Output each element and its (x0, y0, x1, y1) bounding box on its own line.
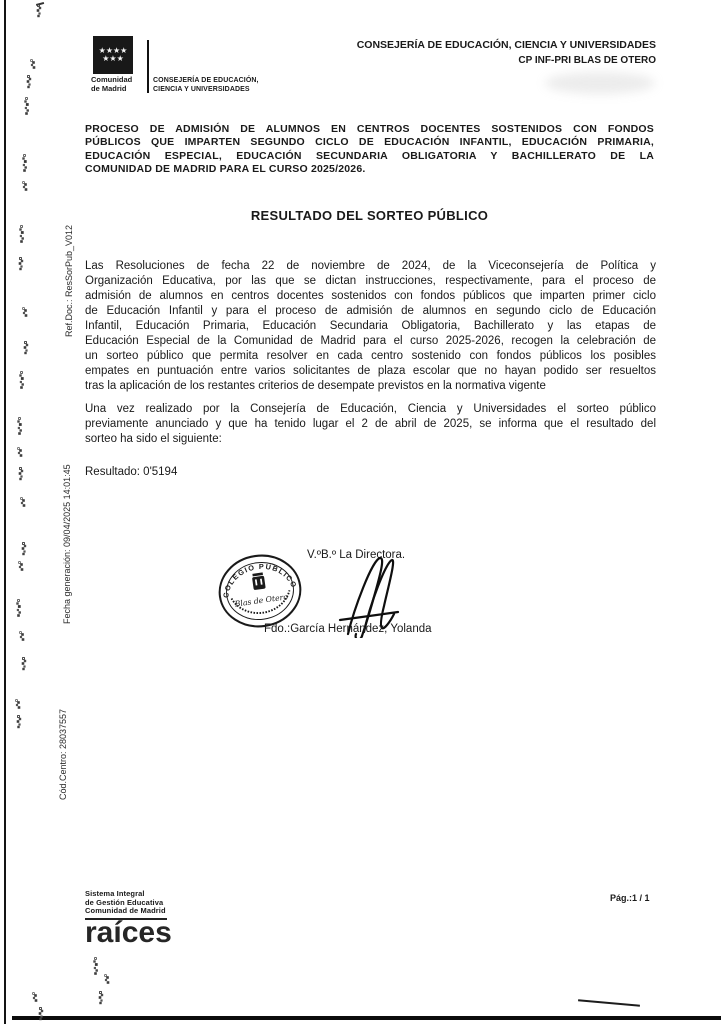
department-title: CONSEJERÍA DE EDUCACIÓN, CIENCIA Y UNIVERSIDADES (356, 39, 656, 51)
raices-logo (85, 890, 172, 948)
scan-artifact (23, 308, 24, 309)
text-line: Organización Educativa, por las que se dictan instrucciones, respectivamente, para el proceso de (85, 275, 656, 287)
document-title: RESULTADO DEL SORTEO PÚBLICO (250, 208, 489, 223)
stamp-arc-text: COLEGIO PUBLICO (221, 561, 299, 599)
system-name-line1: Sistema Integral (85, 889, 145, 898)
margin-ref-doc: Ref.Doc.: ResSorPub_V012 (64, 224, 74, 337)
body-paragraph-2 (85, 402, 656, 447)
intro-paragraph (85, 123, 654, 177)
scan-artifact (23, 658, 24, 659)
scan-artifact (18, 600, 19, 601)
text-line: Una vez realizado por la Consejería de Educación, Ciencia y Universidades el sorteo público (85, 403, 656, 415)
scan-artifact (26, 98, 27, 99)
scan-artifact (28, 76, 29, 77)
stars-row: ★★★★ (98, 46, 128, 55)
text-line: tras la aplicación de los restantes criterios de desempate previstos en la normativa vigente (85, 380, 546, 392)
scan-artifact (21, 498, 22, 499)
scan-artifact (95, 958, 96, 959)
scan-edge-line-left (4, 0, 6, 1024)
text-line: PÚBLICOS QUE IMPARTEN SEGUNDO CICLO DE EDUCACIÓN INFANTIL, EDUCACIÓN PRIMARIA, (85, 136, 654, 149)
scan-artifact (16, 700, 17, 701)
scan-artifact (38, 5, 39, 6)
scan-artifact (100, 992, 101, 993)
stamp-coat-of-arms (252, 572, 266, 590)
scan-artifact (21, 372, 22, 373)
scan-artifact (20, 258, 21, 259)
logo-region-line1: Comunidad (91, 75, 133, 84)
logo-divider (147, 40, 149, 93)
scan-artifact (33, 993, 34, 994)
scan-artifact (40, 1008, 41, 1009)
scan-smudge (545, 72, 655, 94)
scan-artifact (18, 448, 19, 449)
text-line: Infantil, Educación Primaria, Educación Secundaria Obligatoria, Bachillerato y las etapas de (85, 320, 656, 332)
logo-department-line2: CIENCIA Y UNIVERSIDADES (153, 85, 250, 93)
scan-edge-line-bottom (12, 1016, 721, 1020)
stars-row: ★★★ (102, 54, 124, 63)
lottery-result: Resultado: 0'5194 (85, 466, 178, 478)
scan-artifact (24, 155, 25, 156)
text-line: admisión de alumnos en centros docentes sostenidos con fondos públicos que imparten primer ciclo (85, 290, 656, 302)
scan-artifact (18, 716, 19, 717)
scan-artifact (23, 543, 24, 544)
system-name-line2: de Gestión Educativa (85, 897, 164, 907)
logo-region-name (91, 76, 132, 93)
scan-artifact (105, 975, 106, 976)
text-line: PROCESO DE ADMISIÓN DE ALUMNOS EN CENTROS DOCENTES SOSTENIDOS CON FONDOS (85, 123, 654, 135)
header-right (357, 38, 656, 68)
scan-artifact (19, 562, 20, 563)
scan-artifact (23, 182, 24, 183)
text-line: sorteo ha sido el siguiente: (85, 433, 222, 445)
comunidad-madrid-flag-icon (93, 36, 133, 74)
text-line: EDUCACIÓN ESPECIAL, EDUCACIÓN SECUNDARIA OBLIGATORIA Y BACHILLERATO DE LA (85, 149, 654, 162)
text-line: previamente anunciado y que ha tenido lugar el 2 de abril de 2025, se informa que el resultado del (85, 418, 656, 430)
stamp-school-name: Blas de Otero (234, 592, 289, 609)
logo-region-line2: de Madrid (91, 83, 127, 93)
text-line: Educación Especial de la Comunidad de Madrid para el curso 2025-2026, recogen la celebración de (85, 335, 656, 347)
raices-wordmark: raíces (85, 916, 172, 949)
scan-artifact (21, 226, 22, 227)
margin-center-code: Cód.Centro: 28037557 (58, 708, 68, 800)
system-name-line3: Comunidad de Madrid (85, 906, 166, 915)
scan-artifact (20, 468, 21, 469)
text-line: Las Resoluciones de fecha 22 de noviembre de 2024, de la Viceconsejería de Política y (85, 260, 656, 272)
scan-artifact (31, 60, 32, 61)
school-name: CP INF-PRI BLAS DE OTERO (518, 55, 656, 66)
logo-department-line1: CONSEJERÍA DE EDUCACIÓN, (153, 77, 259, 84)
scan-artifact (578, 999, 640, 1006)
text-line: COMUNIDAD DE MADRID PARA EL CURSO 2025/2026. (85, 163, 366, 176)
scan-artifact (25, 342, 26, 343)
scan-artifact (20, 632, 21, 633)
text-line: de Educación Infantil y para el proceso de admisión de alumnos en segundo ciclo de Educación (85, 305, 656, 317)
margin-generation-date: Fecha generación: 09/04/2025 14:01:45 (62, 464, 72, 624)
approval-line: V.ºB.º La Directora. (307, 549, 406, 561)
body-paragraph-1 (85, 259, 656, 394)
logo-department-name (153, 77, 259, 94)
signer-name: Fdo.:García Hernández, Yolanda (264, 623, 432, 635)
text-line: un sorteo público que permita resolver en cada centro sostenido con fondos públicos los posibles (85, 350, 656, 362)
text-line: empates en puntuación entre varios solicitantes de plaza escolar que no hayan podido ser resueltos (85, 365, 656, 377)
page-indicator: Pág.:1 / 1 (610, 893, 650, 903)
scan-artifact (19, 418, 20, 419)
